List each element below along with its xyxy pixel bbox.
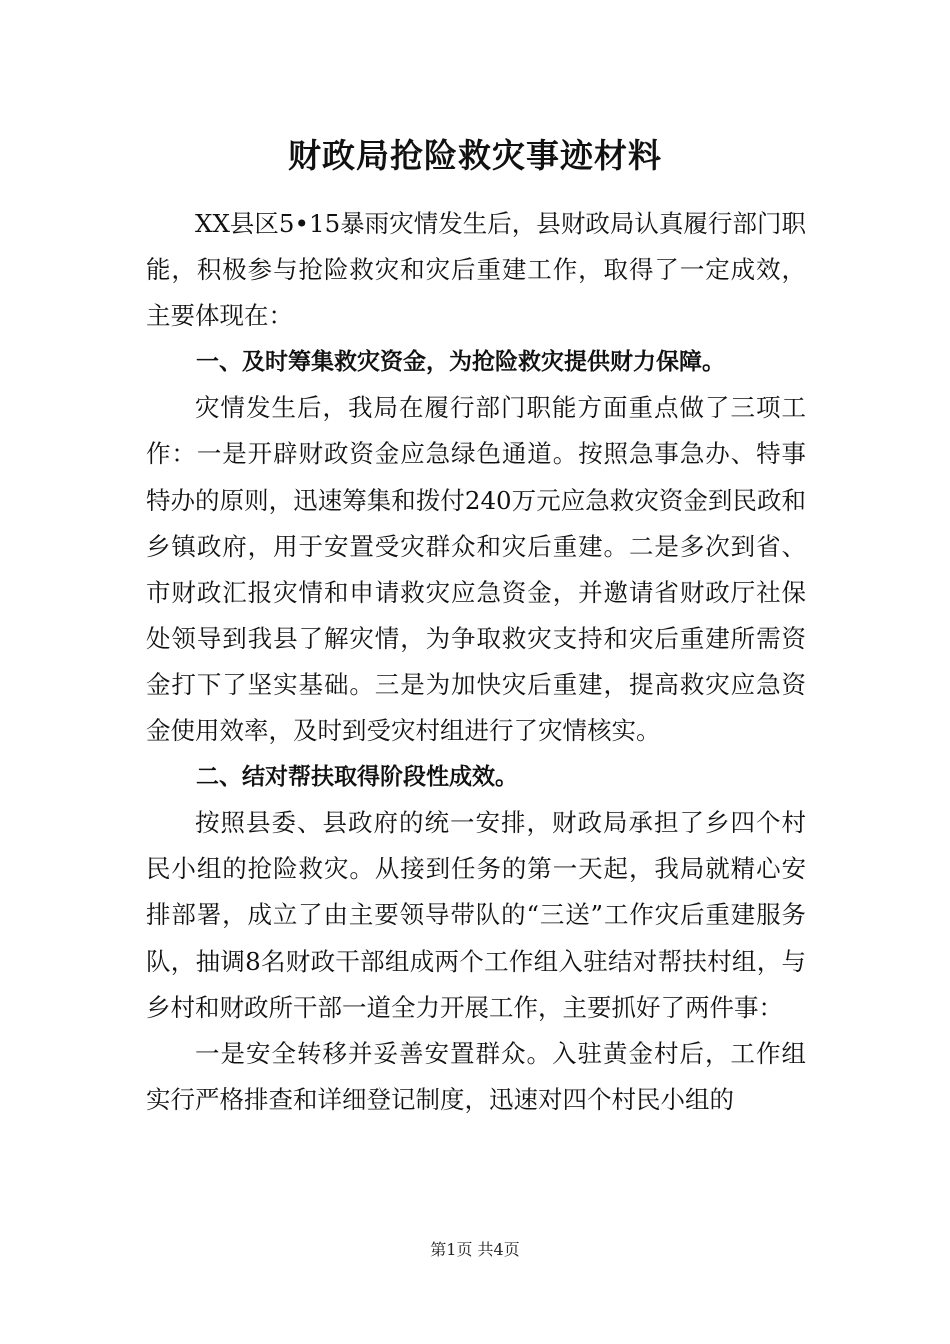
intro-paragraph: XX县区5•15暴雨灾情发生后，县财政局认真履行部门职能，积极参与抢险救灾和灾后重建工作，取得了一定成效，主要体现在： bbox=[146, 209, 806, 331]
section-2-item-1-paragraph: 一是安全转移并妥善安置群众。入驻黄金村后，工作组实行严格排查和详细登记制度，迅速对四个村民小组的 bbox=[146, 1038, 806, 1114]
section-heading-2: 二、结对帮扶取得阶段性成效。 bbox=[196, 764, 518, 791]
section-2-paragraph: 按照县委、县政府的统一安排，财政局承担了乡四个村民小组的抢险救灾。从接到任务的第一天起，我局就精心安排部署，成立了由主要领导带队的“三送”工作灾后重建服务队，抽调8名财政干部组成两个工作组入驻结对帮扶村组，与乡村和财政所干部一道全力开展工作，主要抓好了两件事： bbox=[146, 808, 806, 1022]
page-footer: 第1页 共4页 bbox=[430, 1240, 520, 1259]
section-heading-1: 一、及时筹集救灾资金，为抢险救灾提供财力保障。 bbox=[196, 349, 725, 376]
document-title: 财政局抢险救灾事迹材料 bbox=[288, 136, 662, 175]
section-1-paragraph: 灾情发生后，我局在履行部门职能方面重点做了三项工作：一是开辟财政资金应急绿色通道。按照急事急办、特事特办的原则，迅速筹集和拨付240万元应急救灾资金到民政和乡镇政府，用于安置受灾群众和灾后重建。二是多次到省、市财政汇报灾情和申请救灾应急资金，并邀请省财政厅社保处领导到我县了解灾情，为争取救灾支持和灾后重建所需资金打下了坚实基础。三是为加快灾后重建，提高救灾应急资金使用效率，及时到受灾村组进行了灾情核实。 bbox=[146, 393, 806, 746]
document-body bbox=[146, 201, 806, 1123]
